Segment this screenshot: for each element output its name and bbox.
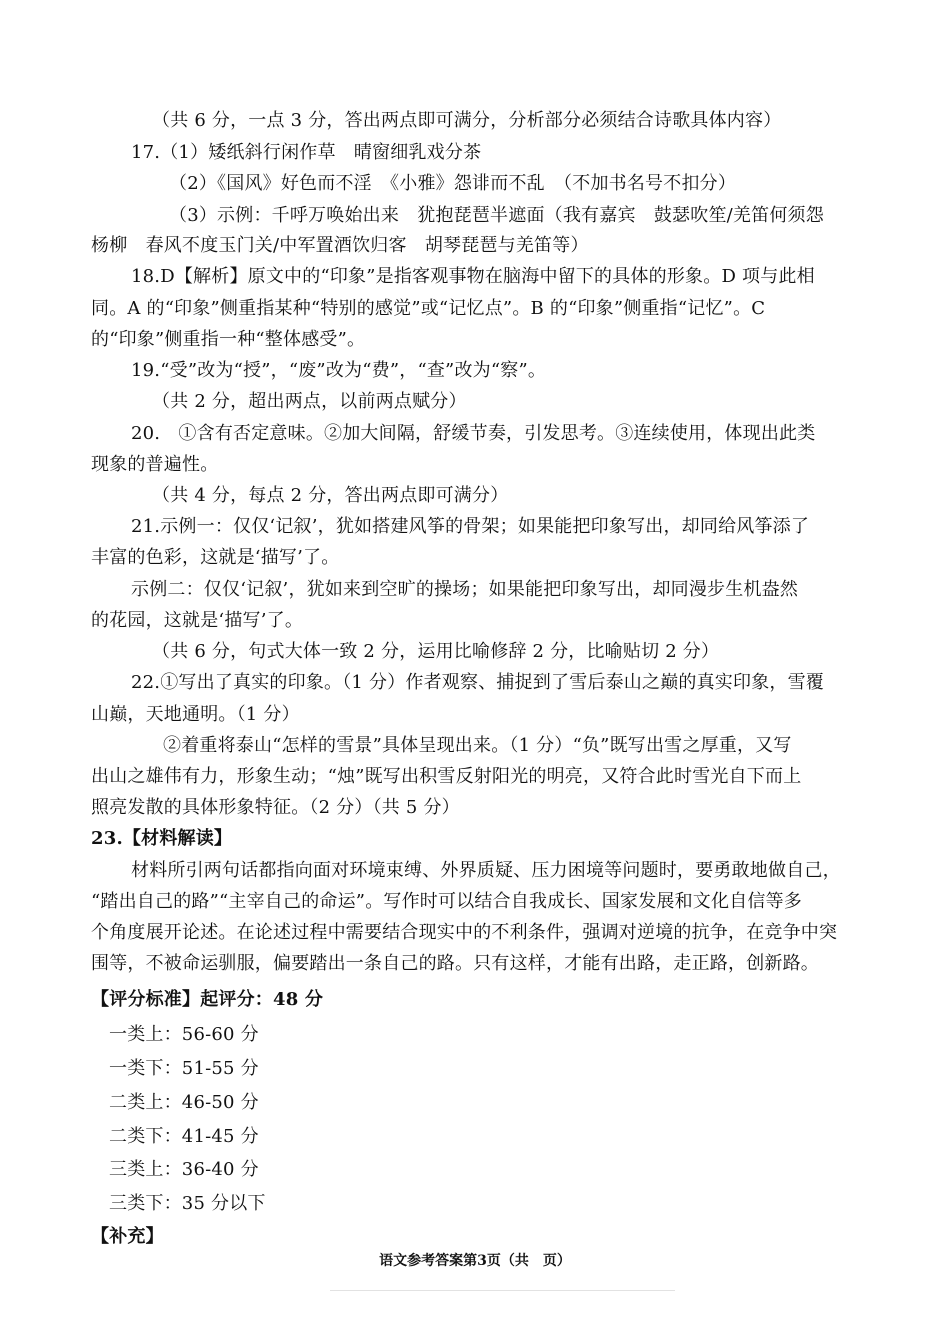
q20-line1: 20. ①含有否定意味。②加大间隔，舒缓节奏，引发思考。③连续使用，体现出此类 (131, 423, 816, 444)
q21-example2-line2: 的花园，这就是‘描写’了。 (91, 610, 304, 631)
q21-example1-line1: 21.示例一：仅仅‘记叙’，犹如搭建风筝的骨架；如果能把印象写出，却同给风筝添了 (131, 516, 810, 537)
q18-line1: 18.D【解析】原文中的“印象”是指客观事物在脑海中留下的具体的形象。D 项与此相 (131, 266, 815, 287)
q22-point2-line3: 照亮发散的具体形象特征。（2 分）（共 5 分） (91, 797, 460, 818)
q22-point2-line1: ②着重将泰山“怎样的雪景”具体呈现出来。（1 分）“负”既写出雪之厚重，又写 (163, 735, 792, 756)
q17-part2: （2）《国风》好色而不淫 《小雅》怨诽而不乱 （不加书名号不扣分） (169, 173, 737, 194)
page-footer: 语文参考答案第3页（共 页） (379, 1253, 571, 1269)
q17-part3-line2: 杨柳 春风不度玉门关/中军置酒饮归客 胡琴琵琶与羌笛等） (91, 235, 589, 256)
q23-material-line2: “踏出自己的路”“主宰自己的命运”。写作时可以结合自我成长、国家发展和文化自信等多 (91, 891, 803, 912)
grade-2-lower: 二类下：41-45 分 (109, 1126, 259, 1147)
q23-heading: 23.【材料解读】 (91, 828, 233, 849)
q19-score-note: （共 2 分，超出两点，以前两点赋分） (152, 391, 467, 412)
q17-part1: 17.（1）矮纸斜行闲作草 晴窗细乳戏分茶 (131, 142, 482, 163)
q18-line2: 同。A 的“印象”侧重指某种“特别的感觉”或“记忆点”。B 的“印象”侧重指“记忆”。C (91, 298, 766, 319)
q17-part3-line1: （3）示例：千呼万唤始出来 犹抱琵琶半遮面（我有嘉宾 鼓瑟吹笙/羌笛何须怨 (169, 205, 824, 226)
q23-material-line3: 个角度展开论述。在论述过程中需要结合现实中的不利条件，强调对逆境的抗争，在竞争中突 (91, 922, 838, 943)
supplement-heading: 【补充】 (91, 1226, 164, 1247)
q21-score-note: （共 6 分，句式大体一致 2 分，运用比喻修辞 2 分，比喻贴切 2 分） (152, 641, 720, 662)
q19-answer: 19.“受”改为“授”，“废”改为“费”，“查”改为“察”。 (131, 360, 547, 381)
q21-example2-line1: 示例二：仅仅‘记叙’，犹如来到空旷的操场；如果能把印象写出，却同漫步生机盎然 (131, 579, 799, 600)
q18-line3: 的“印象”侧重指一种“整体感受”。 (91, 329, 366, 350)
grade-2-upper: 二类上：46-50 分 (109, 1092, 259, 1113)
q23-material-line4: 围等，不被命运驯服，偏要踏出一条自己的路。只有这样，才能有出路，走正路，创新路。 (91, 953, 819, 974)
grade-1-lower: 一类下：51-55 分 (109, 1058, 259, 1079)
grade-1-upper: 一类上：56-60 分 (109, 1024, 259, 1045)
q23-material-line1: 材料所引两句话都指向面对环境束缚、外界质疑、压力困境等问题时，要勇敢地做自己， (131, 860, 841, 881)
grade-3-upper: 三类上：36-40 分 (109, 1159, 259, 1180)
q20-line2: 现象的普遍性。 (91, 454, 219, 475)
grade-3-lower: 三类下：35 分以下 (109, 1193, 266, 1214)
q20-score-note: （共 4 分，每点 2 分，答出两点即可满分） (152, 485, 509, 506)
grading-standard-heading: 【评分标准】起评分：48 分 (91, 989, 324, 1010)
q16-score-note: （共 6 分，一点 3 分，答出两点即可满分，分析部分必须结合诗歌具体内容） (152, 110, 782, 131)
q22-point1-line2: 山巅，天地通明。（1 分） (91, 704, 300, 725)
q22-point1-line1: 22.①写出了真实的印象。（1 分）作者观察、捕捉到了雪后泰山之巅的真实印象，雪覆 (131, 672, 824, 693)
footer-rule (330, 1290, 675, 1291)
q21-example1-line2: 丰富的色彩，这就是‘描写’了。 (91, 547, 340, 568)
q22-point2-line2: 出山之雄伟有力，形象生动；“烛”既写出积雪反射阳光的明亮，又符合此时雪光自下而上 (91, 766, 802, 787)
